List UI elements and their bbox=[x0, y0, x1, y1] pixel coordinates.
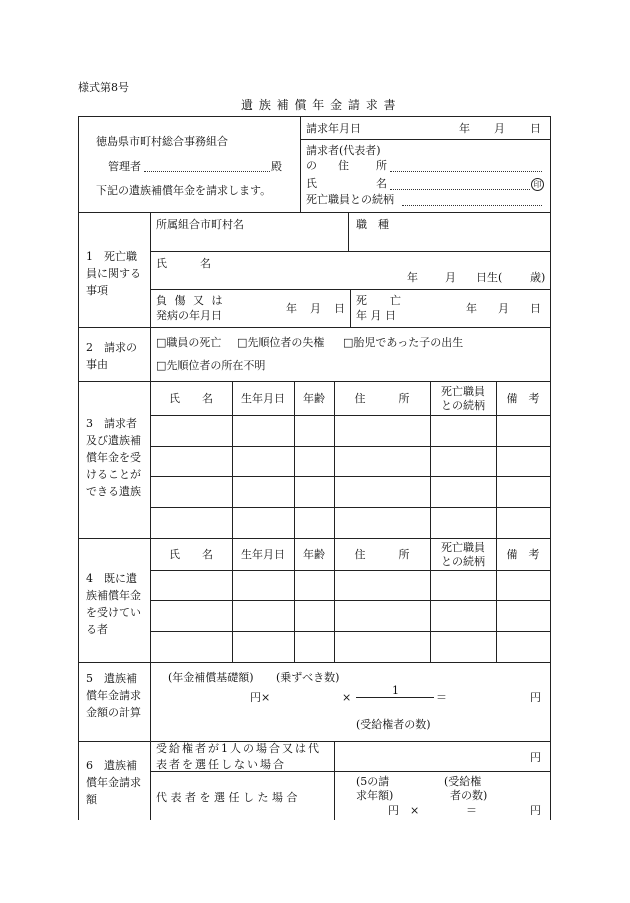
section2-label: 2 請求の事由 bbox=[86, 341, 137, 372]
claimant-no: の bbox=[306, 159, 317, 172]
result-yen: 円 bbox=[530, 691, 541, 704]
org-name: 徳島県市町村総合事務組合 bbox=[96, 135, 228, 148]
s3-col-note: 備 考 bbox=[506, 392, 540, 405]
injury-month: 月 bbox=[310, 302, 321, 315]
claimant-name-label-2: 名 bbox=[376, 177, 387, 190]
claimant-label: 請求者(代表者) bbox=[306, 144, 381, 157]
case-single-yen: 円 bbox=[530, 751, 541, 764]
equals-sign: ＝ bbox=[436, 691, 447, 704]
rep-result-yen: 円 bbox=[530, 804, 541, 817]
section5-label: 5 遺族補償年金請求金額の計算 bbox=[86, 672, 141, 720]
multiplier-label: (乗ずべき数) bbox=[276, 671, 340, 684]
claimant-name-label: 氏 bbox=[306, 177, 317, 190]
relation-field[interactable] bbox=[402, 205, 542, 206]
fraction-bar bbox=[356, 697, 434, 698]
fraction-numerator: 1 bbox=[392, 684, 399, 697]
reason-death-checkbox[interactable]: □職員の死亡 bbox=[156, 336, 222, 349]
date-label: 請求年月日 bbox=[306, 122, 361, 135]
death-label-2: 年 月 日 bbox=[356, 309, 396, 322]
birth-month: 月 bbox=[445, 271, 456, 284]
s4-col-name: 氏 名 bbox=[169, 548, 213, 561]
birth-year: 年 bbox=[407, 271, 418, 284]
reason-fetus-checkbox[interactable]: □胎児であった子の出生 bbox=[343, 336, 464, 349]
injury-year: 年 bbox=[286, 302, 297, 315]
claimant-name-field[interactable] bbox=[390, 189, 530, 190]
union-label: 所属組合市町村名 bbox=[156, 218, 244, 231]
injury-label-2: 発病の年月日 bbox=[156, 309, 222, 322]
s3-col-address: 住 所 bbox=[354, 392, 410, 405]
request-text: 下記の遺族補償年金を請求します。 bbox=[96, 184, 272, 197]
death-month: 月 bbox=[498, 302, 509, 315]
date-day: 日 bbox=[530, 122, 541, 135]
s4-col-birth: 生年月日 bbox=[241, 548, 285, 561]
beneficiaries-label: (受給権者の数) bbox=[356, 718, 431, 731]
s4-col-relation-2: との続柄 bbox=[441, 555, 485, 568]
deceased-name-label: 氏 名 bbox=[156, 257, 211, 270]
rb-label-2: 者の数) bbox=[450, 789, 488, 802]
form-title: 遺 族 補 償 年 金 請 求 書 bbox=[241, 98, 397, 112]
section3-label: 3 請求者及び遺族補償年金を受けることができる遺族 bbox=[86, 417, 141, 499]
manager-name-field[interactable] bbox=[144, 171, 270, 172]
rep-yen-times: 円 × bbox=[388, 804, 420, 817]
manager-label: 管理者 bbox=[108, 160, 141, 173]
s3-col-name: 氏 名 bbox=[169, 392, 213, 405]
death-label-1: 死 亡 bbox=[356, 294, 407, 307]
reason-missing-checkbox[interactable]: □先順位者の所在不明 bbox=[156, 359, 266, 372]
section6-label: 6 遺族補償年金請求額 bbox=[86, 759, 141, 807]
form-number: 様式第8号 bbox=[78, 81, 129, 94]
times-sign: × bbox=[342, 691, 352, 704]
rb-label-1: (受給権 bbox=[444, 775, 482, 788]
c5-label-2: 求年額) bbox=[356, 789, 394, 802]
birth-day: 日生( bbox=[476, 271, 503, 284]
injury-label-1: 負 傷 又 は bbox=[156, 294, 225, 307]
yen-times: 円× bbox=[250, 691, 271, 704]
section4-label: 4 既に遺族補償年金を受けている者 bbox=[86, 572, 141, 637]
section1-label: 1 死亡職員に関する事項 bbox=[86, 250, 141, 298]
s3-col-relation-2: との続柄 bbox=[441, 399, 485, 412]
s3-col-relation-1: 死亡職員 bbox=[441, 385, 485, 398]
position-label: 職 種 bbox=[356, 218, 389, 231]
basic-amount-label: (年金補償基礎額) bbox=[168, 671, 254, 684]
honorific: 殿 bbox=[271, 160, 282, 173]
s3-col-age: 年齢 bbox=[303, 392, 325, 405]
s3-col-birth: 生年月日 bbox=[241, 392, 285, 405]
c5-label-1: (5の請 bbox=[356, 775, 390, 788]
rep-equals: ＝ bbox=[466, 804, 477, 817]
death-year: 年 bbox=[466, 302, 477, 315]
seal-icon: 印 bbox=[531, 178, 544, 191]
claimant-address-label: 住 所 bbox=[338, 159, 395, 172]
date-year: 年 bbox=[459, 122, 470, 135]
injury-day: 日 bbox=[334, 302, 345, 315]
case-single-label: 受給権者が1人の場合又は代表者を選任しない場合 bbox=[156, 742, 321, 771]
s4-col-address: 住 所 bbox=[354, 548, 410, 561]
case-representative-label: 代 表 者 を 選 任 し た 場 合 bbox=[156, 791, 298, 804]
death-day: 日 bbox=[530, 302, 541, 315]
reason-forfeit-checkbox[interactable]: □先順位者の失権 bbox=[237, 336, 325, 349]
age-unit: 歳) bbox=[530, 271, 546, 284]
claimant-address-field[interactable] bbox=[390, 171, 542, 172]
s4-col-relation-1: 死亡職員 bbox=[441, 541, 485, 554]
s4-col-note: 備 考 bbox=[506, 548, 540, 561]
s4-col-age: 年齢 bbox=[303, 548, 325, 561]
date-month: 月 bbox=[494, 122, 505, 135]
relation-label: 死亡職員との続柄 bbox=[306, 193, 394, 206]
